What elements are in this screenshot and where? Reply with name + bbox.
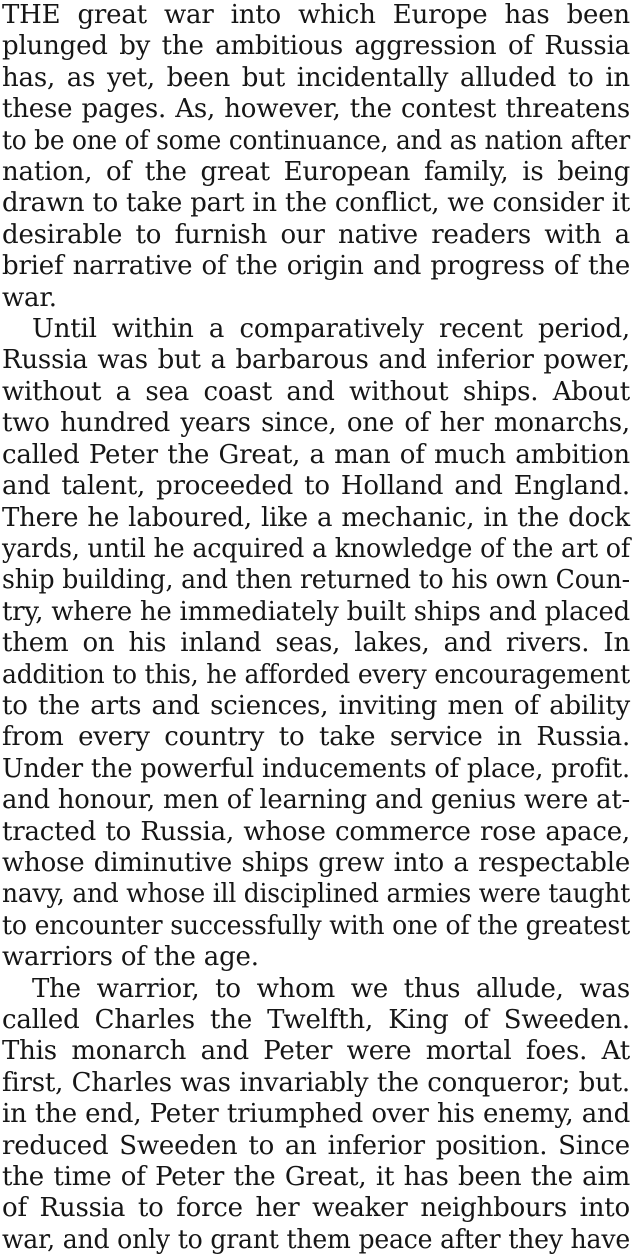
- text-line: ship building, and then returned to his own Coun-: [2, 565, 630, 596]
- text-line: nation, of the great European family, is being: [2, 157, 631, 188]
- text-line: Until within a comparatively recent period,: [32, 314, 630, 345]
- paragraph-1: [2, 0, 630, 314]
- text-line: navy, and whose ill disciplined armies were taught: [2, 879, 631, 910]
- text-line: tracted to Russia, whose commerce rose apace,: [2, 816, 630, 847]
- text-line: to the arts and sciences, inviting men of ability: [2, 690, 631, 721]
- text-line: from every country to take service in Russia.: [2, 722, 631, 753]
- text-line: plunged by the ambitious aggression of Russia: [2, 31, 630, 62]
- text-line: whose diminutive ships grew into a respectable: [2, 847, 631, 878]
- text-line: in the end, Peter triumphed over his enemy, and: [2, 1099, 631, 1130]
- text-line: There he laboured, like a mechanic, in the dock: [2, 502, 630, 533]
- text-line: reduced Sweeden to an inferior position. Since: [2, 1130, 630, 1161]
- text-line: two hundred years since, one of her monarchs,: [2, 408, 630, 439]
- text-line: drawn to take part in the conflict, we consider it: [2, 188, 631, 219]
- text-line: desirable to furnish our native readers with a: [2, 219, 630, 250]
- text-line: to be one of some continuance, and as nation after: [2, 125, 630, 156]
- paragraph-2: [2, 314, 630, 974]
- text-line: called Charles the Twelfth, King of Sweeden.: [2, 1005, 630, 1035]
- text-line: to encounter successfully with one of the greatest: [2, 910, 630, 941]
- text-line: these pages. As, however, the contest threatens: [2, 94, 630, 125]
- text-line: Russia was but a barbarous and inferior power,: [2, 345, 630, 376]
- text-line: warriors of the age.: [2, 942, 259, 973]
- text-line: yards, until he acquired a knowledge of the art of: [2, 533, 631, 564]
- text-line: war, and only to grant them peace after they have: [2, 1224, 630, 1255]
- text-line: war.: [2, 282, 57, 313]
- text-line: The warrior, to whom we thus allude, was: [32, 973, 630, 1004]
- text-line: addition to this, he afforded every encouragement: [2, 659, 631, 690]
- paragraph-3: [2, 974, 630, 1256]
- text-line: has, as yet, been but incidentally alluded to in: [2, 62, 630, 93]
- text-line: THE great war into which Europe has been: [2, 0, 630, 30]
- text-line: and honour, men of learning and genius were at-: [2, 785, 631, 816]
- text-line: Under the powerful inducements of place, profit.: [2, 753, 631, 784]
- text-line: them on his inland seas, lakes, and rivers. In: [2, 628, 630, 659]
- text-line: the time of Peter the Great, it has been the aim: [2, 1162, 631, 1193]
- text-line: first, Charles was invariably the conqueror; but.: [2, 1067, 630, 1098]
- text-line: and talent, proceeded to Holland and England.: [2, 471, 630, 502]
- text-line: brief narrative of the origin and progress of the: [2, 251, 631, 282]
- text-line: of Russia to force her weaker neighbours into: [2, 1193, 630, 1224]
- text-line: try, where he immediately built ships and placed: [2, 596, 630, 627]
- text-line: without a sea coast and without ships. About: [2, 376, 630, 407]
- text-line: called Peter the Great, a man of much ambition: [2, 439, 630, 470]
- text-line: This monarch and Peter were mortal foes. At: [2, 1036, 630, 1067]
